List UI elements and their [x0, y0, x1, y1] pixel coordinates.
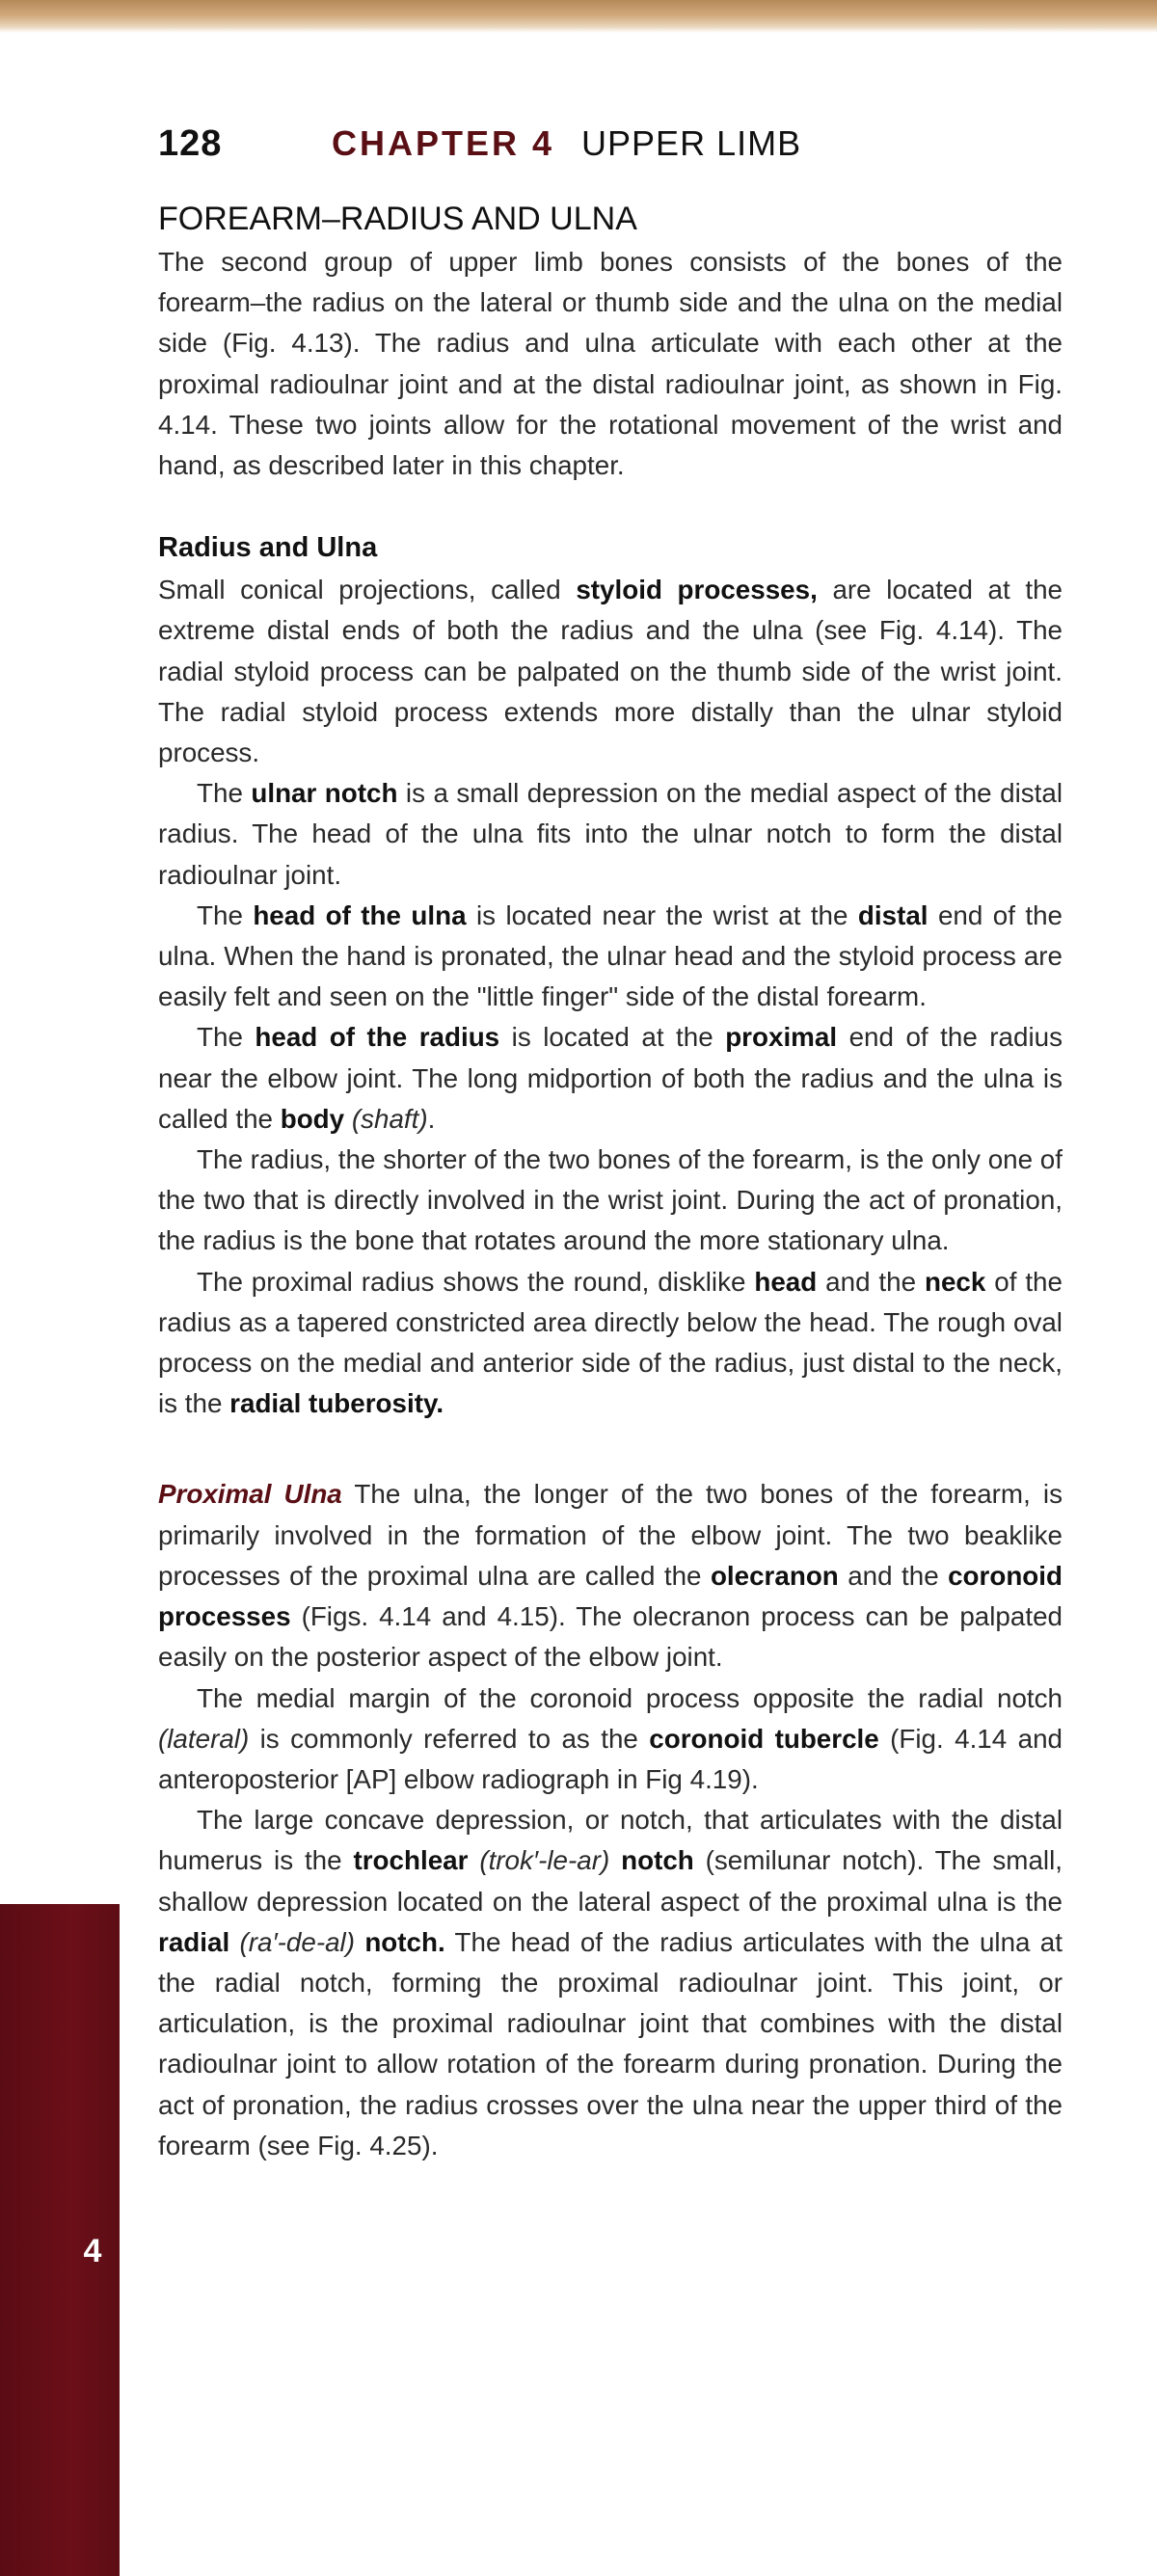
term-radial-tuberosity: radial tuberosity. — [229, 1388, 444, 1419]
page-content — [158, 123, 1063, 2166]
paragraph-ulnar-notch — [158, 773, 1063, 896]
text-run: end of the radius near the elbow joint. The long midportion of both the radius and the ulna is called the — [158, 1022, 1063, 1134]
subsection-heading-radius-ulna: Radius and Ulna — [158, 532, 378, 564]
text-run: (Fig. 4.14 and anteroposterior [AP] elbow radiograph in Fig 4.19). — [158, 1723, 1063, 1794]
text-run: and the — [817, 1266, 925, 1297]
text-run: is commonly referred to as the — [249, 1723, 650, 1754]
term-notch: notch — [621, 1845, 694, 1876]
text-run: is located at the — [499, 1022, 726, 1053]
chapter-title: UPPER LIMB — [581, 123, 802, 163]
text-run: The — [197, 899, 254, 930]
text-run: is a small depression on the medial aspect of the distal radius. The head of the ulna fits into the ulnar notch to form the distal radioulnar joint. — [158, 778, 1063, 890]
run-in-heading-proximal-ulna: Proximal Ulna — [158, 1479, 342, 1510]
paragraph-trochlear-notch — [158, 1800, 1063, 2166]
term-lateral: (lateral) — [158, 1723, 250, 1754]
text-run: The large concave depression, or notch, that articulates with the distal humerus is the — [158, 1805, 1063, 1876]
section-title: FOREARM–RADIUS AND ULNA — [158, 201, 637, 237]
text-run: and the — [838, 1560, 949, 1591]
running-header — [158, 123, 1063, 185]
text-run: The ulna, the longer of the two bones of the forearm, is primarily involved in the formation of the elbow joint. The two beaklike processes of the proximal ulna are called the — [158, 1479, 1063, 1591]
paragraph-head-of-ulna — [158, 896, 1063, 1018]
paragraph-head-of-radius — [158, 1017, 1063, 1140]
page-number: 128 — [158, 123, 223, 164]
term-trochlear: trochlear — [353, 1845, 469, 1876]
term-radial: radial — [158, 1926, 230, 1957]
term-proximal: proximal — [725, 1022, 838, 1053]
text-run: of the radius as a tapered constricted area directly below the head. The rough oval process on the medial and anterior side of the radius, just distal to the neck, is the — [158, 1266, 1063, 1419]
term-neck: neck — [924, 1266, 986, 1297]
text-run: (Figs. 4.14 and 4.15). The olecranon process can be palpated easily on the posterior aspect of the elbow joint. — [158, 1601, 1063, 1673]
term-shaft: (shaft) — [351, 1103, 428, 1134]
paragraph-proximal-ulna — [158, 1474, 1063, 1677]
term-coronoid-tubercle: coronoid tubercle — [649, 1723, 879, 1754]
text-run: The — [197, 1022, 256, 1053]
paragraph-styloid-processes — [158, 570, 1063, 773]
text-run: The — [197, 778, 252, 809]
pronunciation-radial: (ra′-de-al) — [239, 1926, 355, 1957]
chapter-label: CHAPTER 4 — [332, 123, 555, 163]
text-run: The head of the radius articulates with the ulna at the radial notch, forming the proximal radioulnar joint. This joint, or articulation, is the proximal radioulnar joint that combines with the distal radioulnar joint to allow rotation of the forearm during pronation. During the act of pronation, the radius crosses over the ulna near the upper third of the forearm (see Fig. 4.25). — [158, 1926, 1063, 2160]
term-head-of-ulna: head of the ulna — [253, 899, 467, 930]
text-run: . — [427, 1103, 436, 1134]
text-run: Small conical projections, called — [158, 575, 577, 605]
term-body: body — [280, 1103, 345, 1134]
text-run: are located at the extreme distal ends of both the radius and the ulna (see Fig. 4.14). The radial styloid process can be palpated on the thumb side of the wrist joint. The radial styloid process extends more distally than the ulnar styloid process. — [158, 575, 1063, 768]
pronunciation-trochlear: (trok′-le-ar) — [479, 1845, 610, 1876]
section-intro-paragraph: The second group of upper limb bones consists of the bones of the forearm–the radius on the lateral or thumb side and the ulna on the medial side (Fig. 4.13). The radius and ulna articulate with each other at the proximal radioulnar joint and at the distal radioulnar joint, as shown in Fig. 4.14. These two joints allow for the rotational movement of the wrist and hand, as described later in this chapter. — [158, 247, 1063, 481]
text-run: end of the ulna. When the hand is pronated, the ulnar head and the styloid process are easily felt and seen on the "little finger" side of the distal forearm. — [158, 899, 1063, 1012]
book-edge — [0, 0, 1157, 33]
term-head-of-radius: head of the radius — [255, 1022, 500, 1053]
text-run: is located near the wrist at the — [466, 899, 858, 930]
term-ulnar-notch: ulnar notch — [251, 778, 398, 809]
term-distal: distal — [857, 899, 928, 930]
term-olecranon: olecranon — [710, 1560, 839, 1591]
term-coronoid-processes: coronoid processes — [158, 1560, 1063, 1632]
term-styloid-processes: styloid processes, — [576, 575, 818, 605]
term-radial-notch: notch. — [364, 1926, 445, 1957]
term-head: head — [754, 1266, 818, 1297]
chapter-thumb-tab-number: 4 — [83, 2233, 102, 2269]
paragraph-radius-shorter: The radius, the shorter of the two bones of the forearm, is the only one of the two that is directly involved in the wrist joint. During the act of pronation, the radius is the bone that rotates around the more stationary ulna. — [158, 1144, 1063, 1256]
text-run: The medial margin of the coronoid process opposite the radial notch — [197, 1682, 1063, 1713]
text-run: The proximal radius shows the round, disklike — [197, 1266, 755, 1297]
paragraph-proximal-radius — [158, 1262, 1063, 1425]
text-run: (semilunar notch). The small, shallow depression located on the lateral aspect of the proximal ulna is the — [158, 1845, 1063, 1917]
paragraph-coronoid-tubercle — [158, 1678, 1063, 1801]
